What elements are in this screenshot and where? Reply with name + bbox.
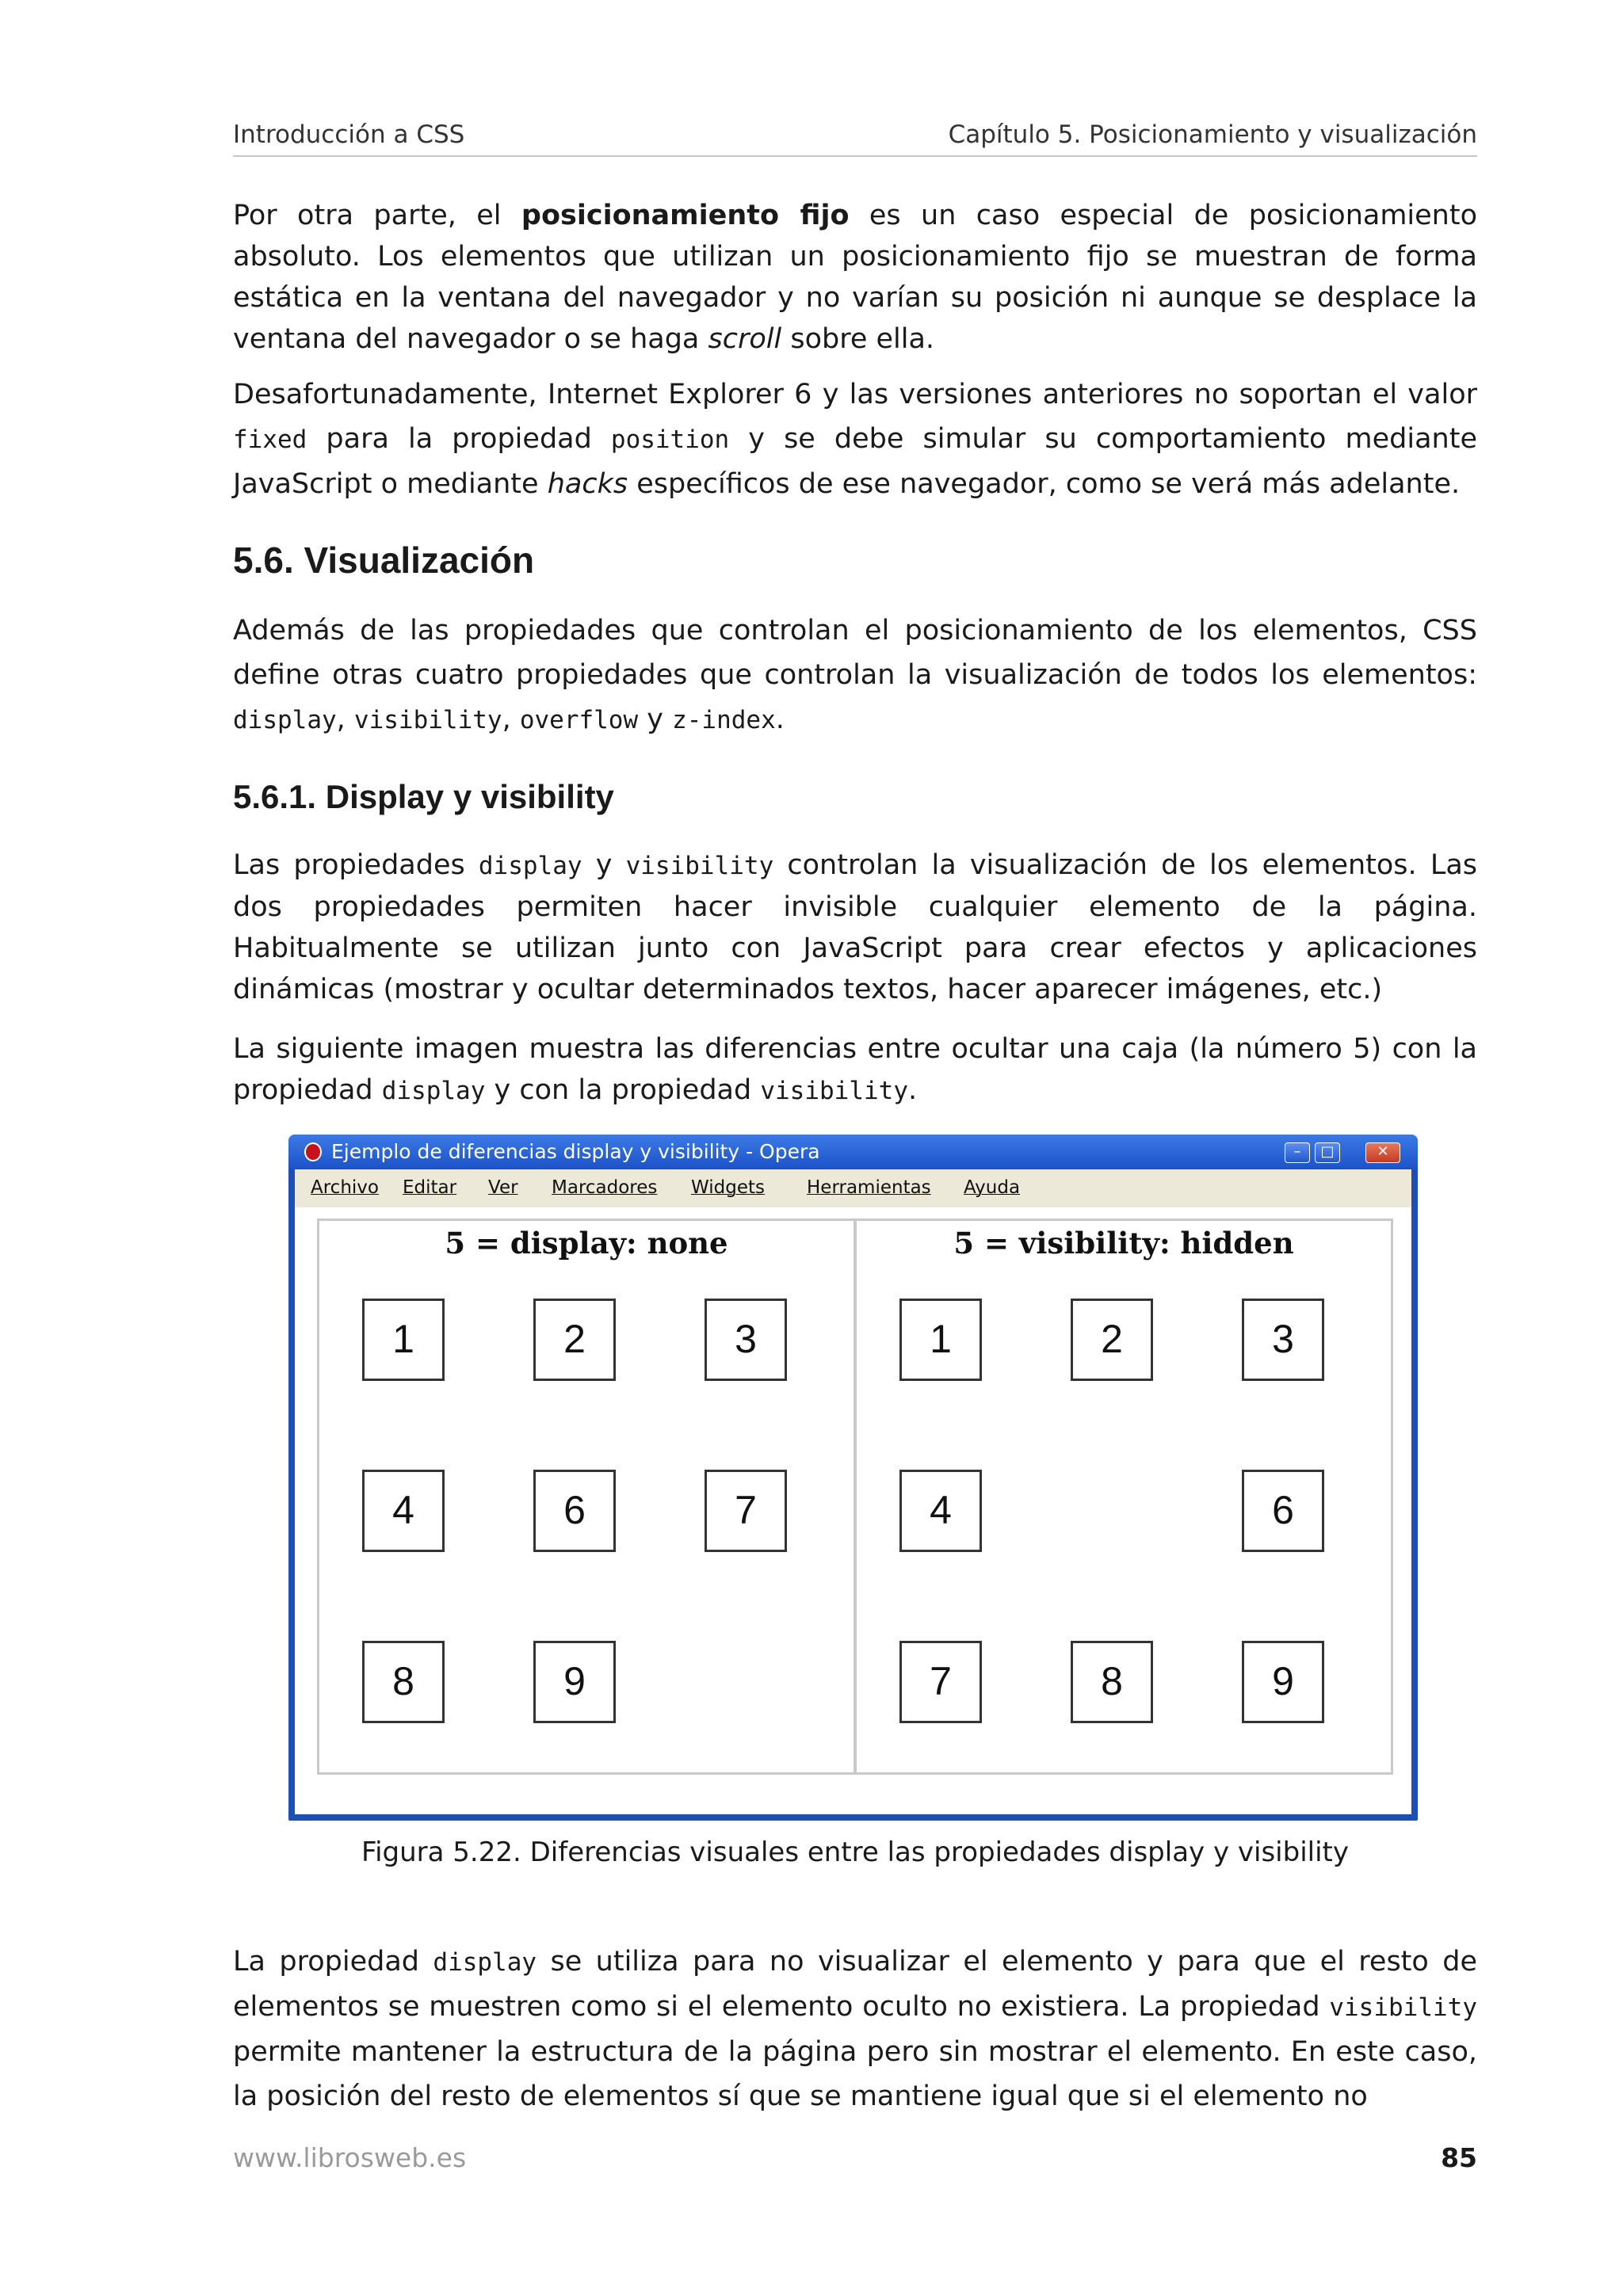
menu-ayuda: Ayuda [964,1177,1021,1198]
menu-marcadores: Marcadores [552,1177,658,1198]
panel-title-visibility: 5 = visibility: hidden [953,1226,1294,1261]
italic-hacks: hacks [547,468,628,500]
paragraph-display-visibility: Las propiedades display y visibility controlan la visualización de los elementos. Las dos propiedades permiten hacer invisible cualquier elemento de la página. Habitualmente se utilizan junto con JavaScript para crear efectos y aplicaciones dinámicas (mostrar y ocultar determinados textos, hacer aparecer imágenes, etc.) [233,849,1478,1005]
box: 7 [899,1641,982,1723]
panel-display-none [317,1219,856,1775]
close-icon: ✕ [1365,1142,1400,1163]
box: 1 [362,1299,445,1381]
box: 2 [533,1299,616,1381]
panel-visibility-hidden [854,1219,1393,1775]
box: 4 [899,1470,982,1552]
menu-archivo: Archivo [311,1177,379,1198]
box: 7 [705,1470,787,1552]
code-fixed: fixed [233,425,307,454]
header-chapter-title: Capítulo 5. Posicionamiento y visualización [948,120,1477,149]
browser-window-figure [288,1135,1418,1821]
menu-ver: Ver [488,1177,518,1198]
paragraph-ie6-note: Desafortunadamente, Internet Explorer 6 y las versiones anteriores no soportan el valor fixed para la propiedad position y se debe simular su comportamiento mediante JavaScript o mediante hacks específicos de ese navegador, como se verá más adelante. [233,379,1477,500]
running-header [233,119,1477,157]
code-position: position [610,425,730,454]
box: 3 [1242,1299,1324,1381]
page-footer [233,2142,1477,2182]
page-number: 85 [1441,2142,1477,2173]
bold-term: posicionamiento fijo [521,200,850,231]
window-title: Ejemplo de diferencias display y visibility - Opera [331,1140,820,1163]
paragraph-figure-intro: La siguiente imagen muestra las diferencias entre ocultar una caja (la número 5) con la propiedad display y con la propiedad visibility. [233,1033,1477,1106]
box: 6 [1242,1470,1324,1552]
box: 9 [533,1641,616,1723]
opera-logo-icon [304,1142,322,1161]
menu-widgets: Widgets [691,1177,765,1198]
paragraph-display-explanation: La propiedad display se utiliza para no visualizar el elemento y para que el resto de elementos se muestren como si el elemento oculto no existiera. La propiedad visibility permite mantener la estructura de la página pero sin mostrar el elemento. En este caso, la posición del resto de elementos sí que se mantiene igual que si el elemento no [233,1946,1477,2112]
panel-title-display: 5 = display: none [445,1226,728,1261]
footer-site: www.librosweb.es [233,2142,467,2173]
page-viewport [295,1207,1411,1814]
box: 3 [705,1299,787,1381]
menu-bar [295,1169,1411,1207]
italic-term: scroll [708,323,782,355]
menu-editar: Editar [403,1177,457,1198]
box: 2 [1071,1299,1153,1381]
window-titlebar [288,1135,1418,1169]
box: 4 [362,1470,445,1552]
section-heading: 5.6. Visualización [233,540,535,581]
paragraph-visualization-intro: Además de las propiedades que controlan el posicionamiento de los elementos, CSS define otras cuatro propiedades que controlan la visualización de todos los elementos: display, visibility, overflow y z-index. [233,615,1477,735]
box: 8 [1071,1641,1153,1723]
minimize-icon: – [1285,1142,1310,1163]
subsection-heading: 5.6.1. Display y visibility [233,778,614,815]
figure-caption: Figura 5.22. Diferencias visuales entre las propiedades display y visibility [361,1836,1349,1868]
box: 1 [899,1299,982,1381]
paragraph-fixed-positioning: Por otra parte, el posicionamiento fijo es un caso especial de posicionamiento absoluto. Los elementos que utilizan un posicionamiento fijo se muestran de forma estática en la ventana del navegador y no varían su posición ni aunque se desplace la ventana del navegador o se haga scroll sobre ella. [233,200,1477,355]
header-book-title: Introducción a CSS [233,120,465,149]
menu-herramientas: Herramientas [807,1177,931,1198]
box: 9 [1242,1641,1324,1723]
maximize-icon: □ [1315,1142,1340,1163]
box: 6 [533,1470,616,1552]
box: 8 [362,1641,445,1723]
